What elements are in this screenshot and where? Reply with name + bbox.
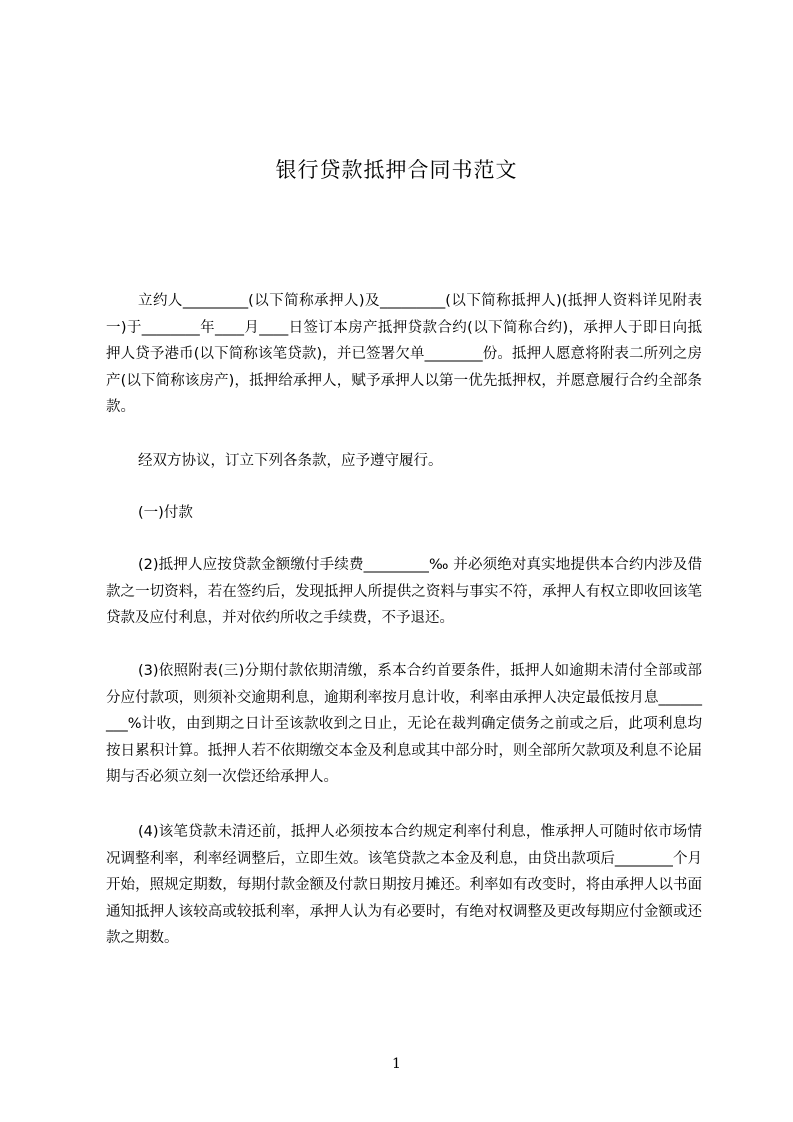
paragraph-preamble: 立约人_________(以下简称承押人)及_________(以下简称抵押人)(抵押人资料详见附表一)于________年____月____日签订本房产抵押贷款合约(以下简称合约)，承押人于即日向抵押人贷予港币(以下简称该笔贷款)，并已签署欠单________份。抵押人愿意将附表二所列之房产(以下简称该房产)，抵押给承押人，赋予承押人以第一优先抵押权，并愿意履行合约全部条款。 — [106, 293, 702, 415]
page-number: 1 — [392, 1056, 401, 1072]
paragraph-agreement: 经双方协议，订立下列各条款，应予遵守履行。 — [138, 453, 443, 469]
section-heading-payment: (一)付款 — [138, 505, 193, 521]
clause-3-installments: (3)依照附表(三)分期付款依期清缴，系本合约首要条件，抵押人如逾期未清付全部或部分应付款项，则须补交逾期利息，逾期利率按月息计收，利率由承押人决定最低按月息_________%计收，由到期之日计至该款收到之日止，无论在裁判确定债务之前或之后，此项利息均按日累积计算。抵押人若不依期缴交本金及利息或其中部分时，则全部所欠款项及利息不论届期与否必须立刻一次偿还给承押人。 — [106, 663, 702, 785]
clause-2-fee: (2)抵押人应按贷款金额缴付手续费_________‰ 并必须绝对真实地提供本合约内涉及借款之一切资料，若在签约后，发现抵押人所提供之资料与事实不符，承押人有权立即收回该笔贷款及应付利息，并对依约所收之手续费，不予退还。 — [106, 557, 702, 626]
clause-4-interest: (4)该笔贷款未清还前，抵押人必须按本合约规定利率付利息，惟承押人可随时依市场情况调整利率，利率经调整后，立即生效。该笔贷款之本金及利息，由贷出款项后________个月开始，照规定期数，每期付款金额及付款日期按月摊还。利率如有改变时，将由承押人以书面通知抵押人该较高或较抵利率，承押人认为有必要时，有绝对权调整及更改每期应付金额或还款之期数。 — [106, 824, 702, 946]
document-title: 银行贷款抵押合同书范文 — [275, 158, 518, 183]
